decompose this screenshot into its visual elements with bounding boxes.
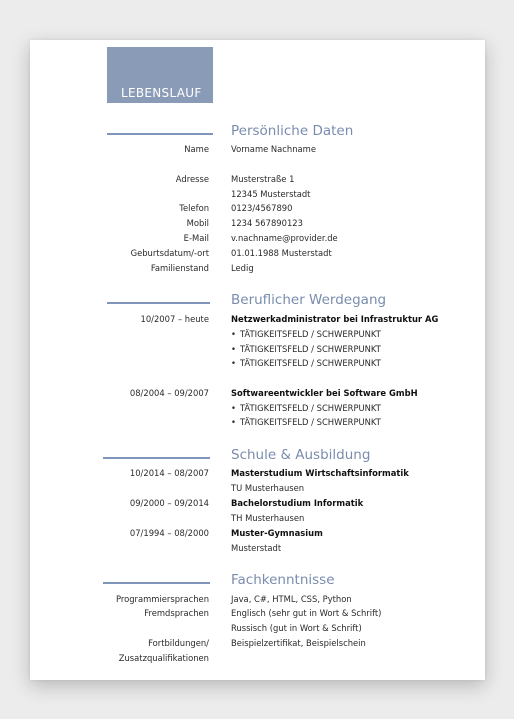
- label-marital-status: Familienstand: [150, 263, 209, 273]
- label-training: Fortbildungen/: [148, 638, 209, 648]
- job-bullet: • TÄTIGKEITSFELD / SCHWERPUNKT: [231, 403, 381, 413]
- section-divider: [103, 457, 210, 459]
- value-programming: Java, C#, HTML, CSS, Python: [231, 594, 352, 604]
- section-divider: [107, 133, 213, 135]
- label-phone: Telefon: [179, 203, 209, 213]
- education-place: TH Musterhausen: [231, 513, 305, 523]
- education-period: 09/2000 – 09/2014: [129, 498, 209, 508]
- label-mobile: Mobil: [186, 218, 209, 228]
- label-name: Name: [184, 144, 209, 154]
- value-birth: 01.01.1988 Musterstadt: [231, 248, 332, 258]
- section-heading-skills: Fachkenntnisse: [231, 572, 335, 588]
- value-name: Vorname Nachname: [231, 144, 316, 154]
- job-bullet: • TÄTIGKEITSFELD / SCHWERPUNKT: [231, 344, 381, 354]
- value-address-city: 12345 Musterstadt: [231, 189, 311, 199]
- education-period: 07/1994 – 08/2000: [129, 528, 209, 538]
- document-title: LEBENSLAUF: [121, 86, 202, 100]
- value-phone: 0123/4567890: [231, 203, 293, 213]
- education-place: Musterstadt: [231, 543, 282, 553]
- job-bullet: • TÄTIGKEITSFELD / SCHWERPUNKT: [231, 358, 381, 368]
- job-title: Netzwerkadministrator bei Infrastruktur AG: [231, 314, 439, 324]
- education-title: Muster-Gymnasium: [231, 528, 323, 538]
- section-divider: [107, 302, 210, 304]
- value-email: v.nachname@provider.de: [231, 233, 338, 243]
- value-training: Beispielzertifikat, Beispielschein: [231, 638, 366, 648]
- value-address-street: Musterstraße 1: [231, 174, 295, 184]
- title-box: [107, 47, 213, 103]
- label-languages: Fremdsprachen: [144, 608, 209, 618]
- education-period: 10/2014 – 08/2007: [129, 468, 209, 478]
- education-title: Bachelorstudium Informatik: [231, 498, 364, 508]
- job-bullet: • TÄTIGKEITSFELD / SCHWERPUNKT: [231, 329, 381, 339]
- section-heading-personal: Persönliche Daten: [231, 123, 354, 139]
- label-training-continued: Zusatzqualifikationen: [118, 653, 209, 663]
- job-period: 08/2004 – 09/2007: [129, 388, 209, 398]
- value-language-russian: Russisch (gut in Wort & Schrift): [231, 623, 362, 633]
- label-birth: Geburtsdatum/-ort: [130, 248, 209, 258]
- value-language-english: Englisch (sehr gut in Wort & Schrift): [231, 608, 382, 618]
- job-bullet: • TÄTIGKEITSFELD / SCHWERPUNKT: [231, 417, 381, 427]
- education-place: TU Musterhausen: [231, 483, 305, 493]
- label-email: E-Mail: [183, 233, 209, 243]
- education-title: Masterstudium Wirtschaftsinformatik: [231, 468, 409, 478]
- value-mobile: 1234 567890123: [231, 218, 303, 228]
- value-marital-status: Ledig: [231, 263, 254, 273]
- label-programming: Programmiersprachen: [115, 594, 209, 604]
- label-address: Adresse: [175, 174, 209, 184]
- section-heading-career: Beruflicher Werdegang: [231, 292, 387, 308]
- section-heading-education: Schule & Ausbildung: [231, 447, 371, 463]
- job-period: 10/2007 – heute: [140, 314, 209, 324]
- job-title: Softwareentwickler bei Software GmbH: [231, 388, 418, 398]
- section-divider: [103, 582, 210, 584]
